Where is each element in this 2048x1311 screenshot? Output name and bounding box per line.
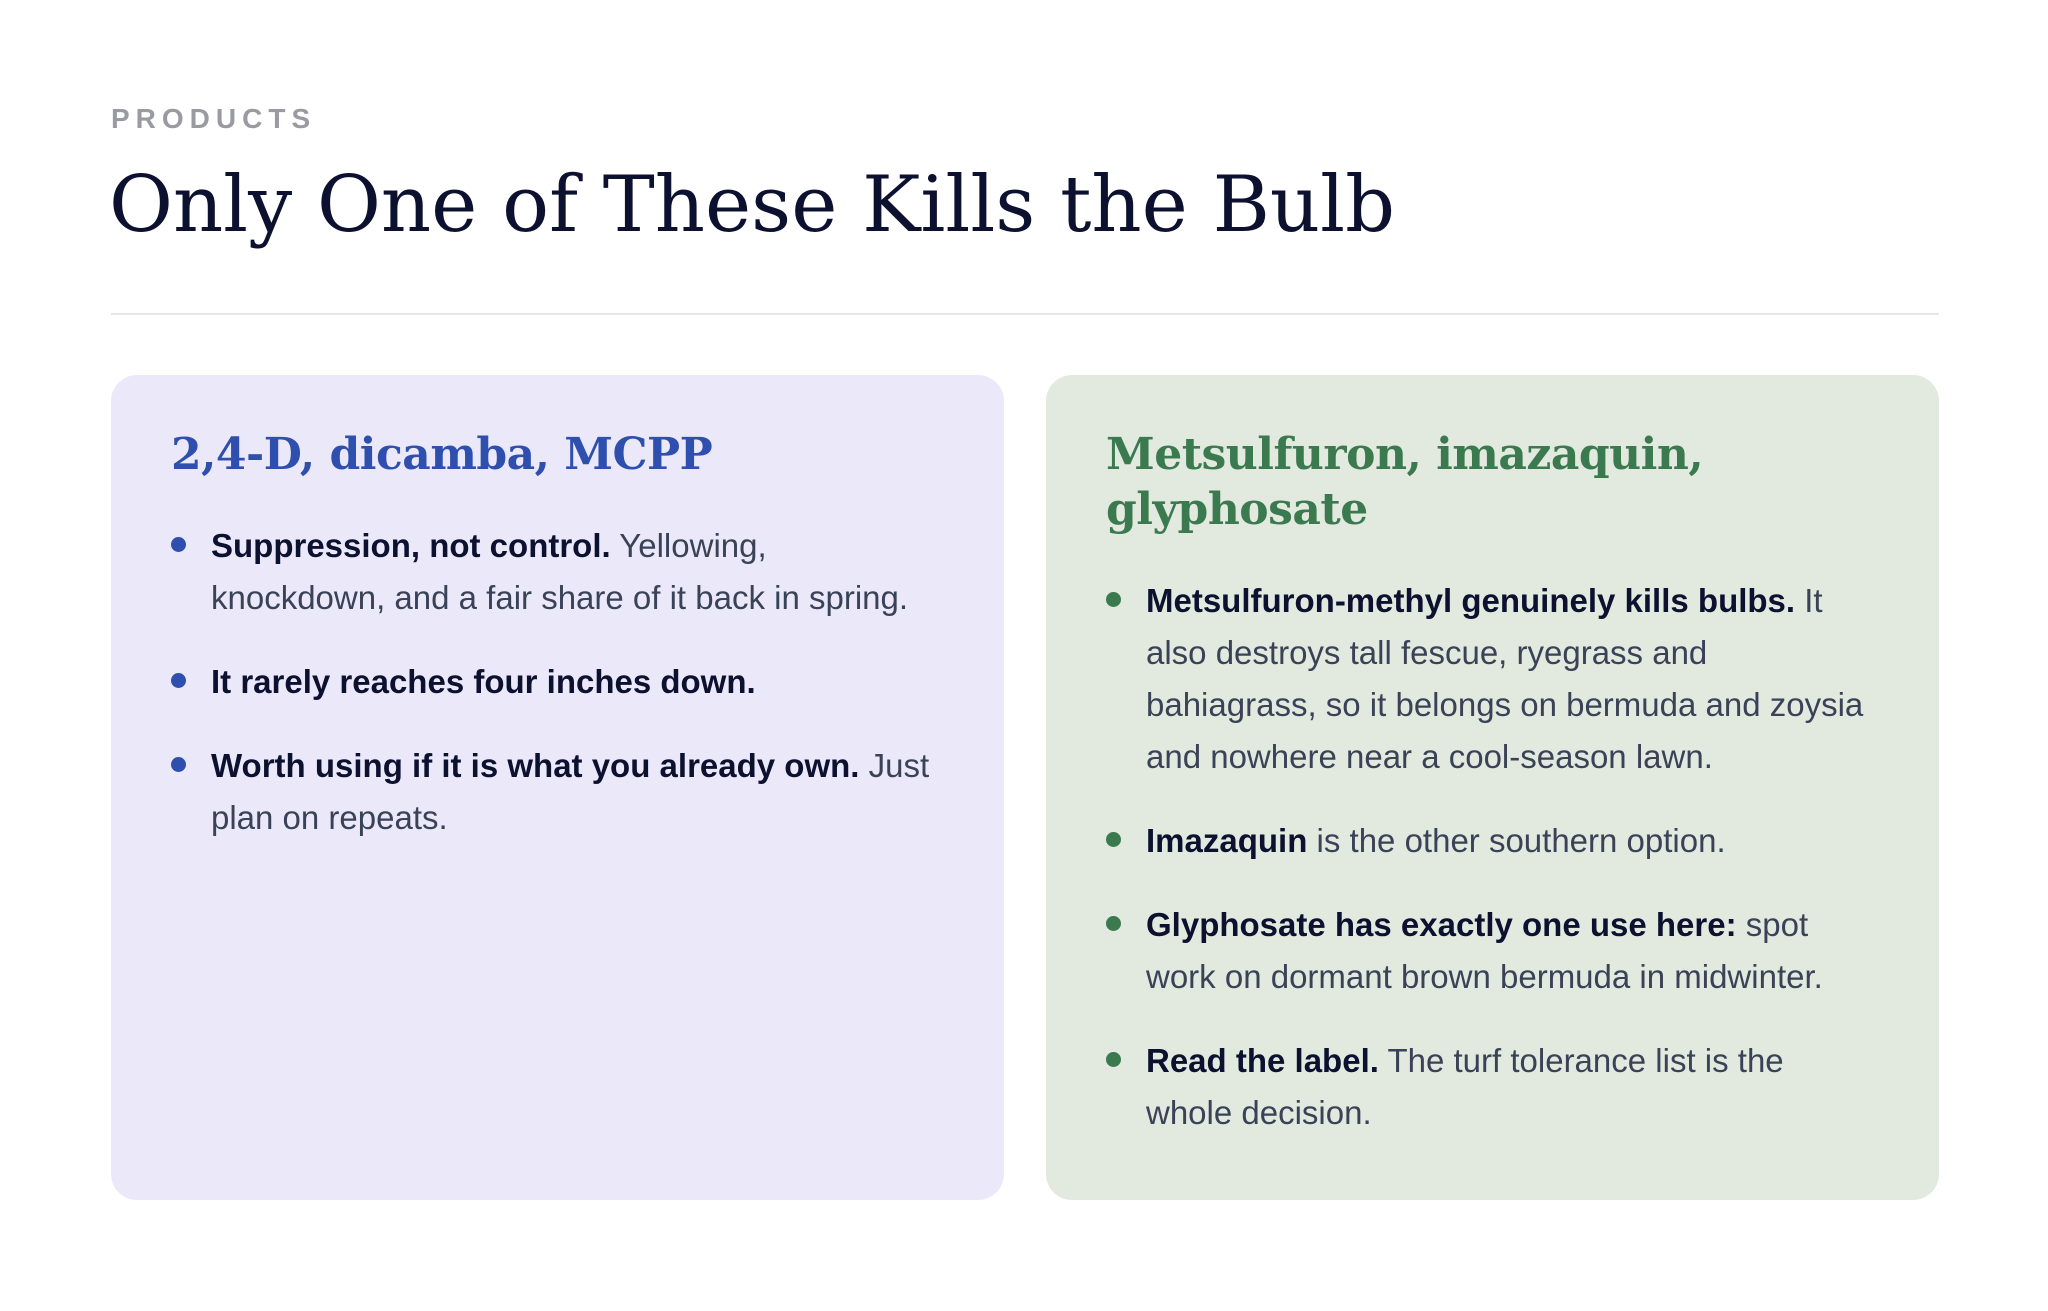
bullet-text: The turf tolerance list is the whole decision. <box>1146 1042 1784 1131</box>
header-divider <box>111 313 1939 315</box>
bullet-dot-icon <box>171 757 186 772</box>
bullet-text: It also destroys tall fescue, ryegrass and bahiagrass, so it belongs on bermuda and zoysia and nowhere near a cool-season lawn. <box>1146 582 1864 775</box>
bullet-text: Yellowing, knockdown, and a fair share of it back in spring. <box>211 527 909 616</box>
bullet-lead: Suppression, not control. <box>211 527 611 564</box>
list-item <box>1106 575 1879 783</box>
list-item <box>1106 899 1879 1003</box>
card-heading: Metsulfuron, imazaquin, glyphosate <box>1106 429 1704 535</box>
bullet-lead: Glyphosate has exactly one use here: <box>1146 906 1737 943</box>
bullet-dot-icon <box>1106 832 1121 847</box>
bullet-lead: Metsulfuron-methyl genuinely kills bulbs. <box>1146 582 1796 619</box>
bullet-lead: Worth using if it is what you already own. <box>211 747 860 784</box>
bullet-text: Just plan on repeats. <box>211 747 930 836</box>
page-title: Only One of These Kills the Bulb <box>109 160 1396 250</box>
card-broadleaf-herbicides <box>111 375 1004 1200</box>
bullet-dot-icon <box>1106 916 1121 931</box>
bullet-lead: Imazaquin <box>1146 822 1308 859</box>
list-item <box>171 520 944 624</box>
bullet-text: is the other southern option. <box>1307 822 1726 859</box>
bullet-text: spot work on dormant brown bermuda in midwinter. <box>1146 906 1823 995</box>
card-heading: 2,4-D, dicamba, MCPP <box>171 429 713 480</box>
list-item <box>171 740 944 844</box>
bullet-list <box>1106 575 1879 1139</box>
bullet-dot-icon <box>171 673 186 688</box>
bullet-list <box>171 520 944 844</box>
bullet-lead: Read the label. <box>1146 1042 1379 1079</box>
list-item <box>171 656 944 708</box>
list-item <box>1106 1035 1879 1139</box>
section-eyebrow: PRODUCTS <box>111 103 317 134</box>
bullet-lead: It rarely reaches four inches down. <box>211 663 756 700</box>
bullet-dot-icon <box>1106 592 1121 607</box>
list-item <box>1106 815 1879 867</box>
bullet-dot-icon <box>1106 1052 1121 1067</box>
bullet-dot-icon <box>171 537 186 552</box>
card-bulb-killing-herbicides <box>1046 375 1939 1200</box>
